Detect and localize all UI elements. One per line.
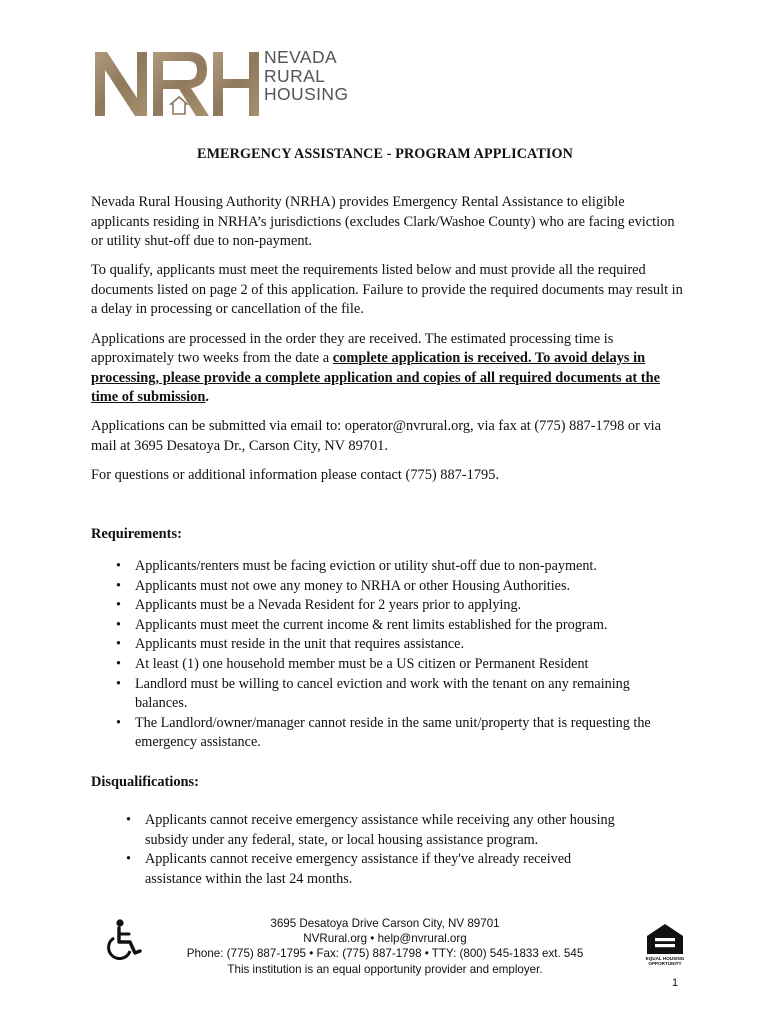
- avoid-delays-emphasis: To avoid delays in processing, please provide a complete application and copies of all required documents at the time of submission: [91, 350, 660, 406]
- requirement-item: • Applicants/renters must be facing eviction or utility shut-off due to non-payment.: [113, 557, 673, 577]
- footer-web-email: NVRural.org • help@nvrural.org: [303, 932, 467, 946]
- disqualification-item: • Applicants cannot receive emergency assistance while receiving any other housing subsidy under any federal, state, or local housing assistance program.: [123, 811, 623, 850]
- footer-address: 3695 Desatoya Drive Carson City, NV 89701: [270, 917, 500, 930]
- requirement-item: • Applicants must be a Nevada Resident for 2 years prior to applying.: [113, 596, 673, 616]
- footer-eeo-statement: This institution is an equal opportunity provider and employer.: [227, 962, 543, 976]
- requirement-item: • Landlord must be willing to cancel eviction and work with the tenant on any remaining balances.: [113, 675, 673, 714]
- intro-paragraph-2: To qualify, applicants must meet the requirements listed below and must provide all the required documents listed on page 2 of this application. Failure to provide the required documents may result in a delay in processing or cancellation of the file.: [91, 262, 683, 318]
- nrh-logo: [93, 46, 363, 118]
- requirements-heading: Requirements:: [91, 526, 182, 542]
- document-title: EMERGENCY ASSISTANCE - PROGRAM APPLICATION: [197, 146, 573, 162]
- disqualification-item: • Applicants cannot receive emergency assistance if they've already received assistance within the last 24 months.: [123, 850, 623, 889]
- processing-text: Applications are processed in the order they are received. The estimated processing time is approximately two weeks from the date a: [91, 330, 614, 367]
- logo-line-rural: RURAL: [264, 65, 326, 86]
- intro-section: [91, 193, 686, 495]
- eho-caption: [637, 956, 693, 966]
- logo-line-nevada: NEVADA: [264, 47, 338, 67]
- requirement-item: • Applicants must not owe any money to NRHA or other Housing Authorities.: [113, 577, 673, 597]
- period: .: [205, 389, 209, 406]
- requirement-item: • Applicants must reside in the unit that requires assistance.: [113, 635, 673, 655]
- nrh-logo-mark: [93, 46, 263, 118]
- complete-application-emphasis: complete application is received.: [332, 350, 532, 367]
- page-number: 1: [672, 977, 679, 989]
- intro-paragraph-1: Nevada Rural Housing Authority (NRHA) provides Emergency Rental Assistance to eligible applicants residing in NRHA’s jurisdictions (excludes Clark/Washoe County) who are facing eviction or utility shut-off due to non-payment.: [91, 194, 675, 250]
- footer-phone: Phone: (775) 887-1795 • Fax: (775) 887-1798 • TTY: (800) 545-1833 ext. 545: [186, 947, 584, 961]
- requirement-item: • The Landlord/owner/manager cannot reside in the same unit/property that is requesting the emergency assistance.: [113, 714, 673, 753]
- requirement-item: • Applicants must meet the current income & rent limits established for the program.: [113, 616, 673, 636]
- eho-line-2: OPPORTUNITY: [648, 961, 682, 966]
- disqualifications-list: [123, 811, 623, 889]
- eho-line-1: EQUAL HOUSING: [645, 956, 685, 961]
- disqualifications-heading: Disqualifications:: [91, 774, 199, 790]
- submission-paragraph: Applications can be submitted via email to: operator@nvrural.org, via fax at (775) 887-1798 or via mail at 3695 Desatoya Dr., Carson City, NV 89701.: [91, 418, 662, 455]
- logo-wordmark: [264, 48, 348, 104]
- logo-line-housing: HOUSING: [264, 84, 349, 104]
- requirement-item: • At least (1) one household member must be a US citizen or Permanent Resident: [113, 655, 673, 675]
- contact-paragraph: For questions or additional information please contact (775) 887-1795.: [91, 467, 500, 484]
- requirements-list: [113, 557, 673, 753]
- intro-paragraph-3: [91, 330, 686, 408]
